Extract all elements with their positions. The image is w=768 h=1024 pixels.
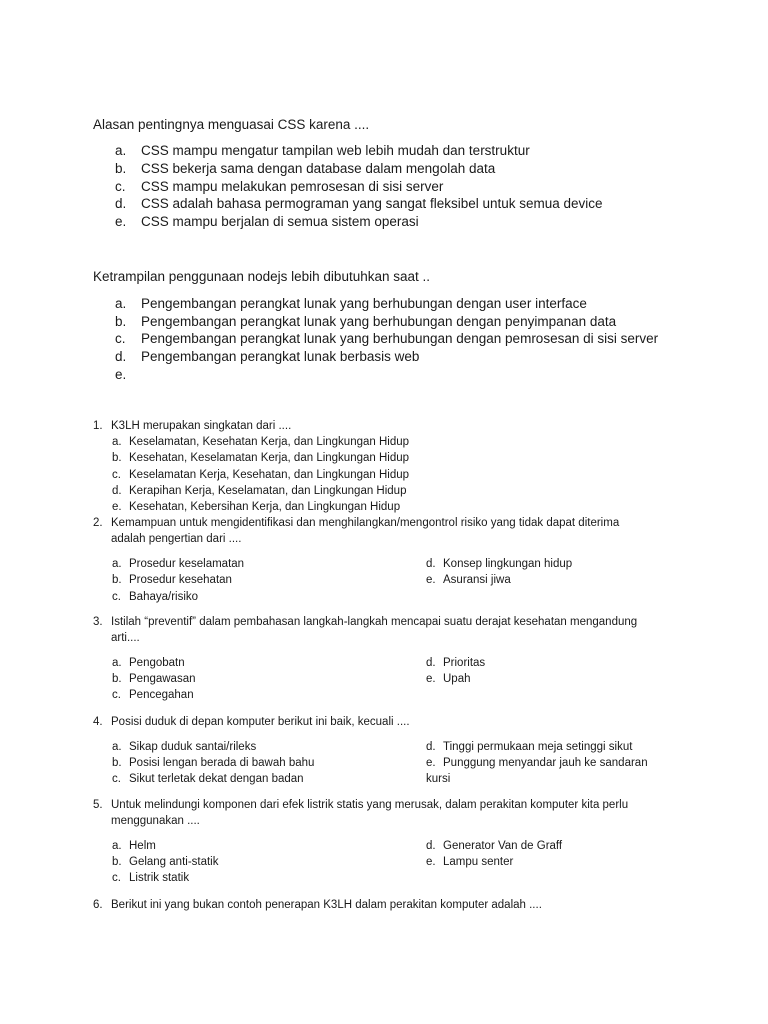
question-2: 2. Kemampuan untuk mengidentifikasi dan menghilangkan/mengontrol risiko yang tidak dapat diterima xyxy=(93,517,620,529)
option-d: d. Kerapihan Kerja, Keselamatan, dan Lingkungan Hidup xyxy=(112,485,407,497)
option-a: a. Pengembangan perangkat lunak yang berhubungan dengan user interface xyxy=(115,296,587,311)
option-e: e. CSS mampu berjalan di semua sistem operasi xyxy=(115,214,419,229)
option-b: b. Prosedur kesehatan xyxy=(112,574,232,586)
option-e: e. xyxy=(115,367,127,382)
question-5-line2: menggunakan .... xyxy=(111,815,200,827)
option-c: c. Keselamatan Kerja, Kesehatan, dan Lingkungan Hidup xyxy=(112,469,410,481)
question-6: 6. Berikut ini yang bukan contoh penerapan K3LH dalam perakitan komputer adalah .... xyxy=(93,899,542,911)
option-a: a. Keselamatan, Kesehatan Kerja, dan Lingkungan Hidup xyxy=(112,436,410,448)
question-css: Alasan pentingnya menguasai CSS karena .... xyxy=(93,117,370,132)
option-d: d. CSS adalah bahasa permograman yang sangat fleksibel untuk semua device xyxy=(115,196,603,211)
option-e: e. Punggung menyandar jauh ke sandaran xyxy=(426,757,648,769)
option-b: b. Pengawasan xyxy=(112,673,196,685)
option-a: a. CSS mampu mengatur tampilan web lebih mudah dan terstruktur xyxy=(115,143,530,158)
question-3-line2: arti.... xyxy=(111,632,140,644)
option-c: c. Bahaya/risiko xyxy=(112,591,199,603)
option-b: b. Pengembangan perangkat lunak yang berhubungan dengan penyimpanan data xyxy=(115,314,617,329)
question-1: 1. K3LH merupakan singkatan dari .... xyxy=(93,420,292,432)
option-c: c. Listrik statik xyxy=(112,872,190,884)
question-4: 4. Posisi duduk di depan komputer berikut ini baik, kecuali .... xyxy=(93,716,410,728)
option-e: e. Kesehatan, Kebersihan Kerja, dan Lingkungan Hidup xyxy=(112,501,401,513)
option-d: d. Prioritas xyxy=(426,657,486,669)
question-nodejs: Ketrampilan penggunaan nodejs lebih dibutuhkan saat .. xyxy=(93,269,430,284)
question-5: 5. Untuk melindungi komponen dari efek listrik statis yang merusak, dalam perakitan komputer kita perlu xyxy=(93,799,629,811)
option-e-line2: kursi xyxy=(426,773,451,785)
option-b: b. Gelang anti-statik xyxy=(112,856,219,868)
option-d: d. Konsep lingkungan hidup xyxy=(426,558,573,570)
option-a: a. Sikap duduk santai/rileks xyxy=(112,741,257,753)
option-c: c. Pencegahan xyxy=(112,689,194,701)
option-e: e. Asuransi jiwa xyxy=(426,574,511,586)
option-a: a. Pengobatn xyxy=(112,657,185,669)
option-d: d. Generator Van de Graff xyxy=(426,840,563,852)
question-2-line2: adalah pengertian dari .... xyxy=(111,533,242,545)
option-b: b. Kesehatan, Keselamatan Kerja, dan Lingkungan Hidup xyxy=(112,452,410,464)
option-a: a. Prosedur keselamatan xyxy=(112,558,245,570)
option-e: e. Upah xyxy=(426,673,471,685)
option-b: b. CSS bekerja sama dengan database dalam mengolah data xyxy=(115,161,496,176)
option-b: b. Posisi lengan berada di bawah bahu xyxy=(112,757,315,769)
option-c: c. CSS mampu melakukan pemrosesan di sisi server xyxy=(115,179,444,194)
option-a: a. Helm xyxy=(112,840,156,852)
option-d: d. Pengembangan perangkat lunak berbasis web xyxy=(115,349,420,364)
option-c: c. Sikut terletak dekat dengan badan xyxy=(112,773,304,785)
option-e: e. Lampu senter xyxy=(426,856,514,868)
option-d: d. Tinggi permukaan meja setinggi sikut xyxy=(426,741,633,753)
question-3: 3. Istilah “preventif” dalam pembahasan langkah-langkah mencapai suatu derajat kesehatan mengandung xyxy=(93,616,638,628)
option-c: c. Pengembangan perangkat lunak yang berhubungan dengan pemrosesan di sisi server xyxy=(115,331,659,346)
